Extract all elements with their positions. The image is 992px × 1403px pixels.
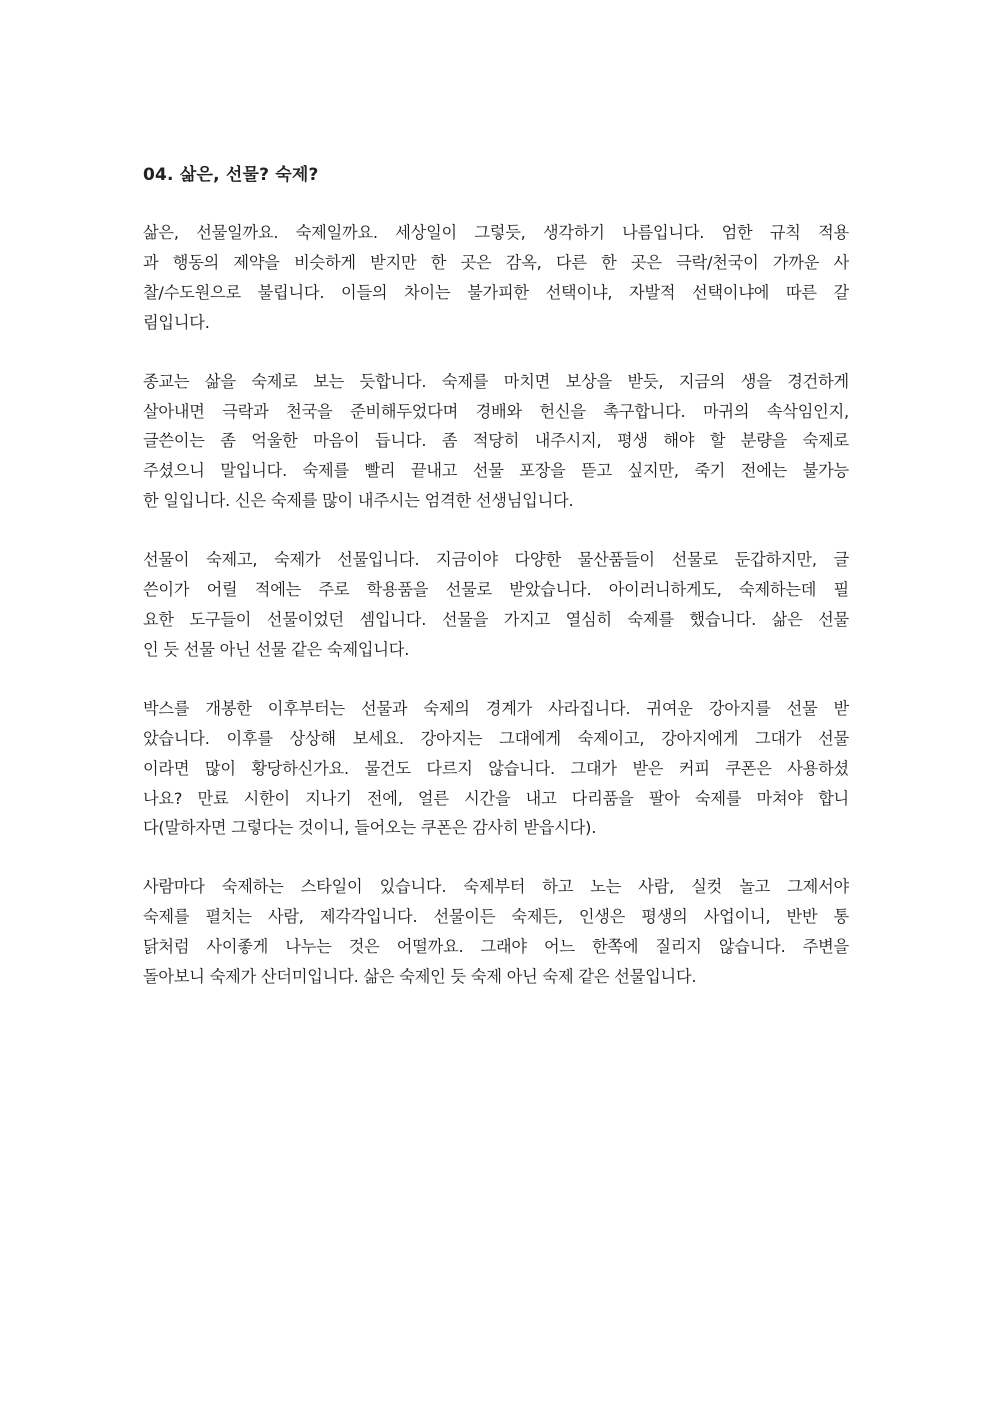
text-line: 숙제를 펼치는 사람, 제각각입니다. 선물이든 숙제든, 인생은 평생의 사업이니, 반반 통 xyxy=(143,907,849,927)
text-line: 요한 도구들이 선물이었던 셈입니다. 선물을 가지고 열심히 숙제를 했습니다. 삶은 선물 xyxy=(143,609,849,629)
text-line: 사람마다 숙제하는 스타일이 있습니다. 숙제부터 하고 노는 사람, 실컷 놀고 그제서야 xyxy=(143,877,849,897)
text-line: 다(말하자면 그렇다는 것이니, 들어오는 쿠폰은 감사히 받읍시다). xyxy=(143,818,597,838)
text-line: 삶은, 선물일까요. 숙제일까요. 세상일이 그렇듯, 생각하기 나름입니다. 엄한 규칙 적용 xyxy=(143,223,849,242)
text-line: 찰/수도원으로 불립니다. 이들의 차이는 불가피한 선택이냐, 자발적 선택이냐에 따른 갈 xyxy=(143,282,849,302)
text-line: 이라면 많이 황당하신가요. 물건도 다르지 않습니다. 그대가 받은 커피 쿠폰은 사용하셨 xyxy=(143,758,849,778)
paragraph-5 xyxy=(143,872,849,992)
text-line: 과 행동의 제약을 비슷하게 받지만 한 곳은 감옥, 다른 한 곳은 극락/천국이 가까운 사 xyxy=(143,252,849,272)
text-line: 주셨으니 말입니다. 숙제를 빨리 끝내고 선물 포장을 뜯고 싶지만, 죽기 전에는 불가능 xyxy=(143,461,849,481)
paragraph-4 xyxy=(143,694,849,844)
text-line: 박스를 개봉한 이후부터는 선물과 숙제의 경계가 사라집니다. 귀여운 강아지를 선물 받 xyxy=(143,698,849,718)
text-line: 살아내면 극락과 천국을 준비해두었다며 경배와 헌신을 촉구합니다. 마귀의 속삭임인지, xyxy=(143,401,849,421)
text-line: 림입니다. xyxy=(143,312,210,332)
text-line: 돌아보니 숙제가 산더미입니다. 삶은 숙제인 듯 숙제 아닌 숙제 같은 선물입니다. xyxy=(143,967,697,987)
paragraph-1 xyxy=(143,218,849,338)
text-line: 글쓴이는 좀 억울한 마음이 듭니다. 좀 적당히 내주시지, 평생 해야 할 분량을 숙제로 xyxy=(143,431,849,451)
text-line: 인 듯 선물 아닌 선물 같은 숙제입니다. xyxy=(143,639,410,659)
text-line: 닭처럼 사이좋게 나누는 것은 어떨까요. 그래야 어느 한쪽에 질리지 않습니다. 주변을 xyxy=(143,937,849,957)
text-line: 한 일입니다. 신은 숙제를 많이 내주시는 엄격한 선생님입니다. xyxy=(143,491,574,511)
document-title: 04. 삶은, 선물? 숙제? xyxy=(143,165,319,185)
paragraph-2 xyxy=(143,367,849,517)
paragraph-3 xyxy=(143,545,849,665)
text-line: 았습니다. 이후를 상상해 보세요. 강아지는 그대에게 숙제이고, 강아지에게 그대가 선물 xyxy=(143,728,849,748)
document-body xyxy=(143,162,849,1021)
text-line: 선물이 숙제고, 숙제가 선물입니다. 지금이야 다양한 물산품들이 선물로 둔갑하지만, 글 xyxy=(143,550,849,570)
text-line: 종교는 삶을 숙제로 보는 듯합니다. 숙제를 마치면 보상을 받듯, 지금의 생을 경건하게 xyxy=(143,371,849,391)
text-line: 나요? 만료 시한이 지나기 전에, 얼른 시간을 내고 다리품을 팔아 숙제를 마쳐야 합니 xyxy=(143,788,849,808)
text-line: 쓴이가 어릴 적에는 주로 학용품을 선물로 받았습니다. 아이러니하게도, 숙제하는데 필 xyxy=(143,580,849,600)
